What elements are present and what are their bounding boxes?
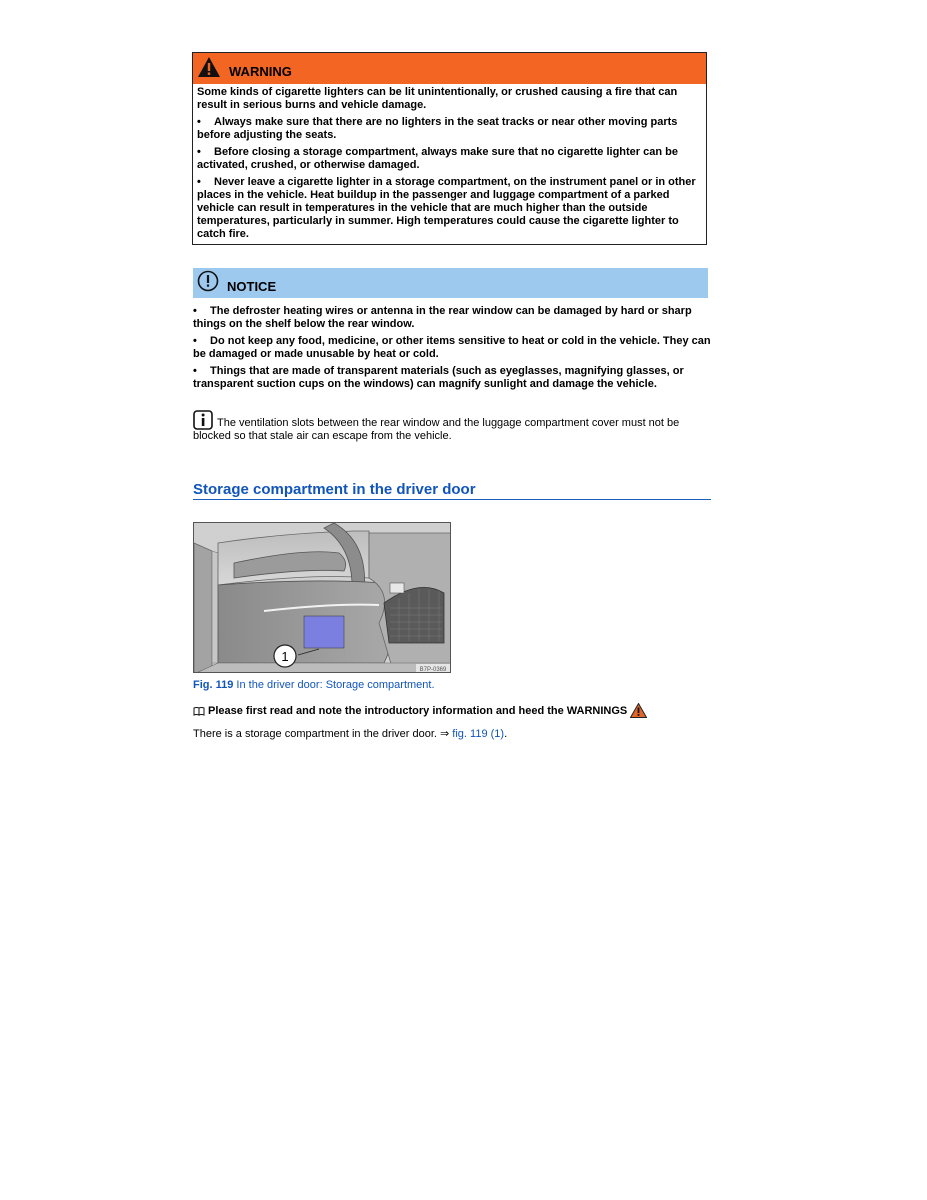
door-illustration	[194, 523, 451, 673]
notice-item: • Do not keep any food, medicine, or other items sensitive to heat or cold in the vehicle. They can be damaged or made unusable by heat or cold.	[193, 335, 711, 360]
warning-header	[193, 53, 706, 84]
body-text	[193, 727, 507, 740]
read-note	[193, 703, 647, 718]
book-icon	[193, 706, 205, 716]
bullet: •	[193, 365, 197, 377]
notice-header	[193, 268, 708, 298]
info-note	[193, 410, 713, 443]
notice-body	[193, 305, 713, 395]
reference-arrow: ⇒	[440, 728, 450, 740]
storage-compartment-highlight	[304, 616, 344, 648]
caption-number: Fig. 119	[193, 679, 234, 691]
warning-body	[193, 84, 706, 244]
warning-title: WARNING	[229, 64, 292, 79]
notice-exclamation-icon	[197, 270, 219, 292]
notice-item: • The defroster heating wires or antenna in the rear window can be damaged by hard or sharp things on the shelf below the rear window.	[193, 305, 692, 330]
notice-title: NOTICE	[227, 278, 277, 294]
warning-triangle-small-icon	[630, 703, 647, 718]
callout-number: 1	[281, 649, 289, 664]
section-title: Storage compartment in the driver door	[193, 481, 711, 500]
info-note-text: The ventilation slots between the rear window and the luggage compartment cover must not be blocked so that stale air can escape from the vehicle.	[193, 417, 680, 442]
bullet: •	[197, 176, 201, 188]
warning-triangle-icon	[197, 56, 221, 78]
bullet: •	[193, 305, 197, 317]
bullet: •	[197, 116, 201, 128]
figure-driver-door	[193, 522, 451, 673]
figure-reference-link[interactable]: fig. 119 (1)	[452, 728, 505, 740]
warning-item: • Always make sure that there are no lighters in the seat tracks or near other moving parts before adjusting the seats.	[197, 116, 678, 141]
figure-caption	[193, 679, 435, 691]
read-note-text: Please first read and note the introductory information and heed the WARNINGS	[208, 704, 628, 717]
body-end: .	[504, 728, 508, 740]
warning-item: • Before closing a storage compartment, always make sure that no cigarette lighter can be activated, crushed, or otherwise damaged.	[197, 146, 678, 171]
body-sentence: There is a storage compartment in the driver door.	[193, 728, 437, 740]
warning-item: • Never leave a cigarette lighter in a storage compartment, on the instrument panel or in other places in the vehicle. Heat buildup in the passenger and luggage compartment of a parked vehicle can result in temperatures in the vehicle that are much higher than the outside temperatures, particularly in summer. High temperatures could cause the cigarette lighter to catch fire.	[197, 176, 696, 240]
image-code: B7P-0369	[419, 667, 447, 673]
bullet: •	[193, 335, 197, 347]
bullet: •	[197, 146, 201, 158]
notice-item: • Things that are made of transparent materials (such as eyeglasses, magnifying glasses, or transparent suction cups on the windows) can magnify sunlight and damage the vehicle.	[193, 365, 684, 390]
caption-text: In the driver door: Storage compartment.	[236, 679, 435, 691]
warning-box	[192, 52, 707, 245]
info-icon	[193, 410, 213, 430]
warning-intro: Some kinds of cigarette lighters can be lit unintentionally, or crushed causing a fire that can result in serious burns and vehicle damage.	[197, 86, 678, 111]
